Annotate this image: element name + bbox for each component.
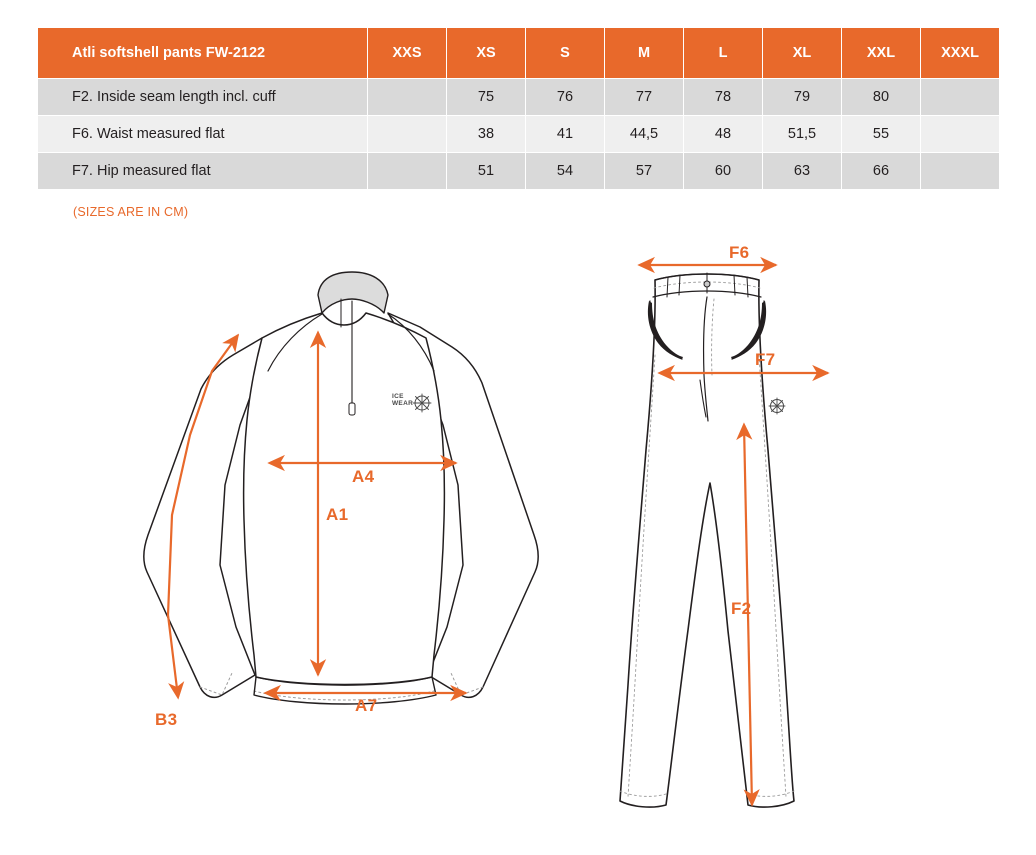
collar xyxy=(318,272,388,313)
brand-wordmark-line2: WEAR xyxy=(392,400,414,407)
size-header-xs: XS xyxy=(447,28,526,79)
label-f2: F2 xyxy=(731,599,752,618)
table-row xyxy=(38,116,1000,153)
garment-diagrams xyxy=(0,235,1036,855)
row-label: F7. Hip measured flat xyxy=(38,153,368,190)
row-value: 41 xyxy=(526,116,605,153)
waist-button xyxy=(704,281,710,287)
row-value: 79 xyxy=(763,79,842,116)
label-f7: F7 xyxy=(755,350,776,369)
row-value: 38 xyxy=(447,116,526,153)
size-header-s: S xyxy=(526,28,605,79)
label-f6: F6 xyxy=(729,243,750,262)
row-label: F2. Inside seam length incl. cuff xyxy=(38,79,368,116)
row-value: 60 xyxy=(684,153,763,190)
row-value xyxy=(368,116,447,153)
row-value: 55 xyxy=(842,116,921,153)
row-value: 66 xyxy=(842,153,921,190)
row-value: 44,5 xyxy=(605,116,684,153)
row-value: 78 xyxy=(684,79,763,116)
size-table-body xyxy=(38,79,1000,190)
row-value xyxy=(368,153,447,190)
zip-pull xyxy=(349,403,355,415)
label-b3: B3 xyxy=(155,710,178,729)
row-value: 51 xyxy=(447,153,526,190)
product-title-cell: Atli softshell pants FW-2122 xyxy=(38,28,368,79)
label-a7: A7 xyxy=(355,696,378,715)
size-table-container xyxy=(37,27,999,190)
units-note: (SIZES ARE IN CM) xyxy=(73,205,189,219)
size-header-xxs: XXS xyxy=(368,28,447,79)
size-table xyxy=(37,27,1000,190)
diagram-svg xyxy=(0,235,1036,855)
row-value xyxy=(921,153,1000,190)
row-value xyxy=(368,79,447,116)
torso xyxy=(244,313,445,685)
row-label: F6. Waist measured flat xyxy=(38,116,368,153)
row-value: 75 xyxy=(447,79,526,116)
row-value: 76 xyxy=(526,79,605,116)
size-header-l: L xyxy=(684,28,763,79)
brand-wordmark xyxy=(392,393,413,407)
brand-emblem-rays xyxy=(413,394,431,412)
row-value xyxy=(921,79,1000,116)
size-header-xxl: XXL xyxy=(842,28,921,79)
row-value xyxy=(921,116,1000,153)
row-value: 51,5 xyxy=(763,116,842,153)
row-value: 63 xyxy=(763,153,842,190)
size-header-xl: XL xyxy=(763,28,842,79)
row-value: 57 xyxy=(605,153,684,190)
size-table-head xyxy=(38,28,1000,79)
top-garment-illustration xyxy=(144,272,539,728)
row-value: 48 xyxy=(684,116,763,153)
pants-brand-emblem-rays xyxy=(769,398,785,414)
row-value: 80 xyxy=(842,79,921,116)
table-row xyxy=(38,153,1000,190)
label-a1: A1 xyxy=(326,505,349,524)
label-a4: A4 xyxy=(352,467,375,486)
table-row xyxy=(38,79,1000,116)
table-header-row xyxy=(38,28,1000,79)
size-header-xxxl: XXXL xyxy=(921,28,1000,79)
row-value: 77 xyxy=(605,79,684,116)
row-value: 54 xyxy=(526,153,605,190)
size-header-m: M xyxy=(605,28,684,79)
brand-wordmark-line1: ICE xyxy=(392,393,404,400)
